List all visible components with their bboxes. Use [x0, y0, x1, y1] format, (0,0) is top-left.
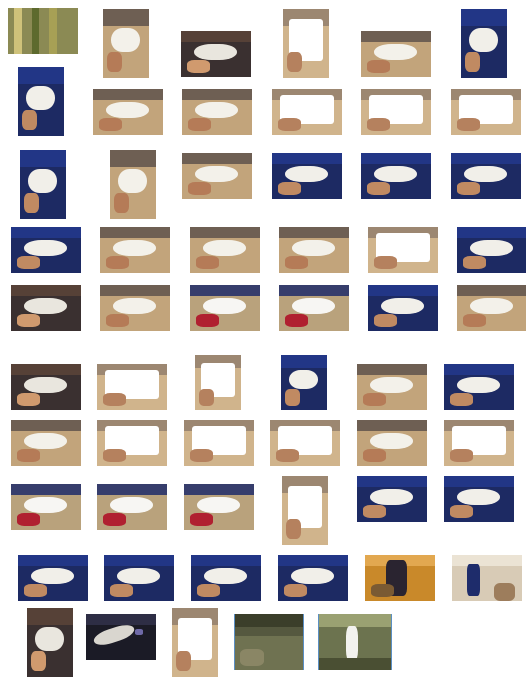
photo-content-shape: [17, 449, 41, 463]
photo-content-shape: [363, 393, 387, 407]
photo-content-shape: [49, 8, 57, 54]
photo-content-shape: [24, 240, 67, 256]
photo-content-shape: [367, 118, 391, 132]
photo-content-shape: [107, 52, 123, 73]
photo-content-shape: [106, 102, 149, 118]
photo-content-shape: [287, 52, 303, 73]
photo-content-shape: [104, 555, 174, 566]
photo-content-shape: [114, 193, 130, 214]
photo-content-shape: [361, 31, 431, 42]
photo-content-shape: [135, 629, 143, 635]
photo-thumbnail[interactable]: [97, 364, 167, 410]
photo-content-shape: [113, 240, 156, 256]
photo-content-shape: [24, 193, 40, 214]
photo-content-shape: [110, 584, 134, 598]
photo-thumbnail[interactable]: [11, 364, 81, 410]
photo-thumbnail[interactable]: [272, 153, 342, 199]
photo-content-shape: [451, 153, 521, 164]
photo-content-shape: [32, 8, 39, 54]
photo-content-shape: [111, 28, 140, 51]
photo-content-shape: [27, 608, 73, 625]
photo-content-shape: [292, 240, 335, 256]
photo-content-shape: [203, 298, 246, 314]
photo-thumbnail[interactable]: [190, 227, 260, 273]
photo-content-shape: [450, 505, 474, 519]
photo-content-shape: [181, 31, 251, 42]
photo-thumbnail[interactable]: [368, 227, 438, 273]
photo-content-shape: [190, 285, 260, 296]
photo-content-shape: [457, 489, 500, 505]
photo-content-shape: [195, 102, 238, 118]
photo-thumbnail[interactable]: [93, 89, 163, 135]
photo-thumbnail[interactable]: [182, 89, 252, 135]
photo-content-shape: [22, 110, 38, 131]
photo-content-shape: [11, 484, 81, 495]
photo-thumbnail[interactable]: [279, 227, 349, 273]
photo-content-shape: [292, 298, 335, 314]
photo-content-shape: [272, 153, 342, 164]
photo-content-shape: [457, 227, 526, 238]
photo-thumbnail[interactable]: [103, 9, 149, 78]
photo-content-shape: [17, 256, 41, 270]
photo-content-shape: [103, 393, 127, 407]
photo-content-shape: [367, 182, 391, 196]
photo-thumbnail[interactable]: [18, 555, 88, 601]
photo-thumbnail[interactable]: [357, 476, 427, 522]
photo-content-shape: [194, 44, 237, 60]
photo-content-shape: [371, 584, 395, 598]
photo-content-shape: [467, 564, 480, 596]
photo-content-shape: [450, 393, 474, 407]
photo-content-shape: [346, 626, 358, 661]
photo-thumbnail[interactable]: [457, 227, 526, 273]
photo-content-shape: [235, 614, 303, 627]
photo-thumbnail[interactable]: [282, 476, 328, 545]
photo-content-shape: [11, 227, 81, 238]
photo-content-shape: [463, 256, 487, 270]
photo-content-shape: [457, 182, 481, 196]
photo-thumbnail[interactable]: [270, 420, 340, 466]
photo-thumbnail[interactable]: [190, 285, 260, 331]
photo-content-shape: [117, 568, 160, 584]
photo-thumbnail[interactable]: [283, 9, 329, 78]
photo-content-shape: [444, 476, 514, 487]
photo-content-shape: [276, 449, 300, 463]
photo-thumbnail[interactable]: [27, 608, 73, 677]
photo-content-shape: [278, 118, 302, 132]
photo-content-shape: [182, 153, 252, 164]
photo-thumbnail[interactable]: [181, 31, 251, 77]
photo-thumbnail[interactable]: [182, 153, 252, 199]
photo-content-shape: [195, 166, 238, 182]
photo-thumbnail[interactable]: [184, 420, 254, 466]
photo-content-shape: [106, 314, 130, 328]
photo-content-shape: [457, 377, 500, 393]
photo-content-shape: [28, 169, 57, 192]
photo-thumbnail[interactable]: [184, 484, 254, 530]
photo-thumbnail[interactable]: [272, 89, 342, 135]
photo-content-shape: [93, 89, 163, 100]
photo-content-shape: [24, 377, 67, 393]
photo-content-shape: [291, 568, 334, 584]
photo-content-shape: [110, 150, 156, 167]
photo-content-shape: [188, 182, 212, 196]
photo-content-shape: [374, 314, 398, 328]
photo-thumbnail[interactable]: [11, 285, 81, 331]
photo-content-shape: [106, 256, 130, 270]
photo-content-shape: [289, 370, 318, 389]
photo-content-shape: [190, 227, 260, 238]
photo-content-shape: [196, 314, 220, 328]
photo-thumbnail[interactable]: [11, 484, 81, 530]
photo-content-shape: [285, 389, 301, 406]
photo-content-shape: [463, 314, 487, 328]
photo-thumbnail[interactable]: [104, 555, 174, 601]
photo-content-shape: [197, 497, 240, 513]
photo-content-shape: [11, 420, 81, 431]
photo-content-shape: [203, 240, 246, 256]
photo-content-shape: [176, 651, 192, 672]
photo-content-shape: [281, 355, 327, 368]
photo-thumbnail[interactable]: [20, 150, 66, 219]
photo-content-shape: [367, 60, 391, 74]
photo-content-shape: [11, 285, 81, 296]
photo-thumbnail[interactable]: [279, 285, 349, 331]
photo-content-shape: [11, 364, 81, 375]
photo-thumbnail[interactable]: [361, 153, 431, 199]
photo-content-shape: [17, 393, 41, 407]
photo-content-shape: [470, 298, 513, 314]
photo-content-shape: [278, 182, 302, 196]
photo-thumbnail[interactable]: [234, 614, 304, 670]
photo-content-shape: [97, 484, 167, 495]
photo-thumbnail[interactable]: [451, 153, 521, 199]
photo-content-shape: [370, 377, 413, 393]
photo-thumbnail[interactable]: [281, 355, 327, 410]
photo-content-shape: [363, 505, 387, 519]
photo-content-shape: [357, 476, 427, 487]
photo-content-shape: [469, 28, 498, 51]
photo-content-shape: [461, 9, 507, 26]
photo-content-shape: [285, 314, 309, 328]
photo-content-shape: [368, 285, 438, 296]
photo-content-shape: [374, 166, 417, 182]
photo-thumbnail[interactable]: [357, 420, 427, 466]
photo-content-shape: [190, 449, 214, 463]
photo-content-shape: [184, 484, 254, 495]
photo-thumbnail[interactable]: [361, 31, 431, 77]
photo-content-shape: [190, 513, 214, 527]
photo-content-shape: [110, 497, 153, 513]
photo-content-shape: [191, 555, 261, 566]
photo-content-shape: [188, 118, 212, 132]
photo-thumbnail[interactable]: [444, 364, 514, 410]
photo-content-shape: [357, 364, 427, 375]
photo-thumbnail[interactable]: [444, 476, 514, 522]
photo-content-shape: [450, 449, 474, 463]
photo-thumbnail[interactable]: [365, 555, 435, 601]
photo-content-shape: [196, 256, 220, 270]
photo-content-shape: [18, 555, 88, 566]
photo-thumbnail[interactable]: [195, 355, 241, 410]
photo-content-shape: [452, 555, 522, 566]
photo-content-shape: [199, 389, 215, 406]
photo-content-shape: [240, 649, 263, 666]
photo-thumbnail[interactable]: [318, 614, 392, 670]
photo-content-shape: [103, 513, 127, 527]
photo-thumbnail[interactable]: [86, 614, 156, 660]
photo-content-shape: [99, 118, 123, 132]
photo-content-shape: [278, 555, 348, 566]
photo-thumbnail[interactable]: [357, 364, 427, 410]
photo-thumbnail[interactable]: [368, 285, 438, 331]
photo-content-shape: [197, 584, 221, 598]
photo-content-shape: [381, 298, 424, 314]
photo-thumbnail[interactable]: [11, 420, 81, 466]
photo-thumbnail[interactable]: [451, 89, 521, 135]
photo-content-shape: [494, 583, 515, 601]
photo-content-shape: [103, 9, 149, 26]
photo-content-shape: [103, 449, 127, 463]
photo-content-shape: [374, 256, 398, 270]
photo-thumbnail[interactable]: [452, 555, 522, 601]
photo-content-shape: [457, 118, 481, 132]
photo-thumbnail[interactable]: [110, 150, 156, 219]
photo-content-shape: [24, 433, 67, 449]
photo-content-shape: [26, 86, 55, 109]
photo-content-shape: [361, 153, 431, 164]
photo-content-shape: [285, 256, 309, 270]
photo-content-shape: [444, 364, 514, 375]
photo-thumbnail[interactable]: [18, 67, 64, 136]
photo-content-shape: [204, 568, 247, 584]
photo-content-shape: [18, 67, 64, 84]
photo-thumbnail[interactable]: [97, 420, 167, 466]
photo-content-shape: [31, 651, 47, 672]
photo-content-shape: [100, 285, 170, 296]
photo-content-shape: [470, 240, 513, 256]
photo-content-shape: [20, 150, 66, 167]
photo-content-shape: [285, 166, 328, 182]
photo-content-shape: [464, 166, 507, 182]
photo-content-shape: [113, 298, 156, 314]
photo-content-shape: [24, 497, 67, 513]
photo-content-shape: [14, 8, 22, 54]
photo-content-shape: [24, 298, 67, 314]
photo-content-shape: [182, 89, 252, 100]
photo-content-shape: [279, 227, 349, 238]
photo-content-shape: [118, 169, 147, 192]
photo-content-shape: [86, 614, 156, 625]
photo-thumbnail[interactable]: [8, 8, 78, 54]
photo-content-shape: [17, 513, 41, 527]
photo-thumbnail[interactable]: [457, 285, 526, 331]
photo-content-shape: [286, 519, 302, 540]
photo-content-shape: [357, 420, 427, 431]
photo-thumbnail[interactable]: [191, 555, 261, 601]
photo-content-shape: [374, 44, 417, 60]
photo-content-shape: [457, 285, 526, 296]
photo-content-shape: [31, 568, 74, 584]
photo-content-shape: [370, 489, 413, 505]
photo-content-shape: [17, 314, 41, 328]
photo-thumbnail[interactable]: [278, 555, 348, 601]
photo-thumbnail[interactable]: [172, 608, 218, 677]
photo-content-shape: [370, 433, 413, 449]
photo-content-shape: [92, 622, 136, 648]
photo-thumbnail[interactable]: [361, 89, 431, 135]
photo-thumbnail[interactable]: [444, 420, 514, 466]
photo-content-shape: [319, 658, 391, 670]
photo-thumbnail[interactable]: [100, 227, 170, 273]
photo-thumbnail[interactable]: [97, 484, 167, 530]
photo-thumbnail[interactable]: [461, 9, 507, 78]
photo-content-shape: [363, 449, 387, 463]
photo-content-shape: [284, 584, 308, 598]
photo-content-shape: [279, 285, 349, 296]
photo-content-shape: [35, 627, 64, 650]
photo-content-shape: [465, 52, 481, 73]
photo-content-shape: [100, 227, 170, 238]
photo-thumbnail[interactable]: [11, 227, 81, 273]
photo-content-shape: [187, 60, 211, 74]
photo-thumbnail[interactable]: [100, 285, 170, 331]
photo-content-shape: [24, 584, 48, 598]
